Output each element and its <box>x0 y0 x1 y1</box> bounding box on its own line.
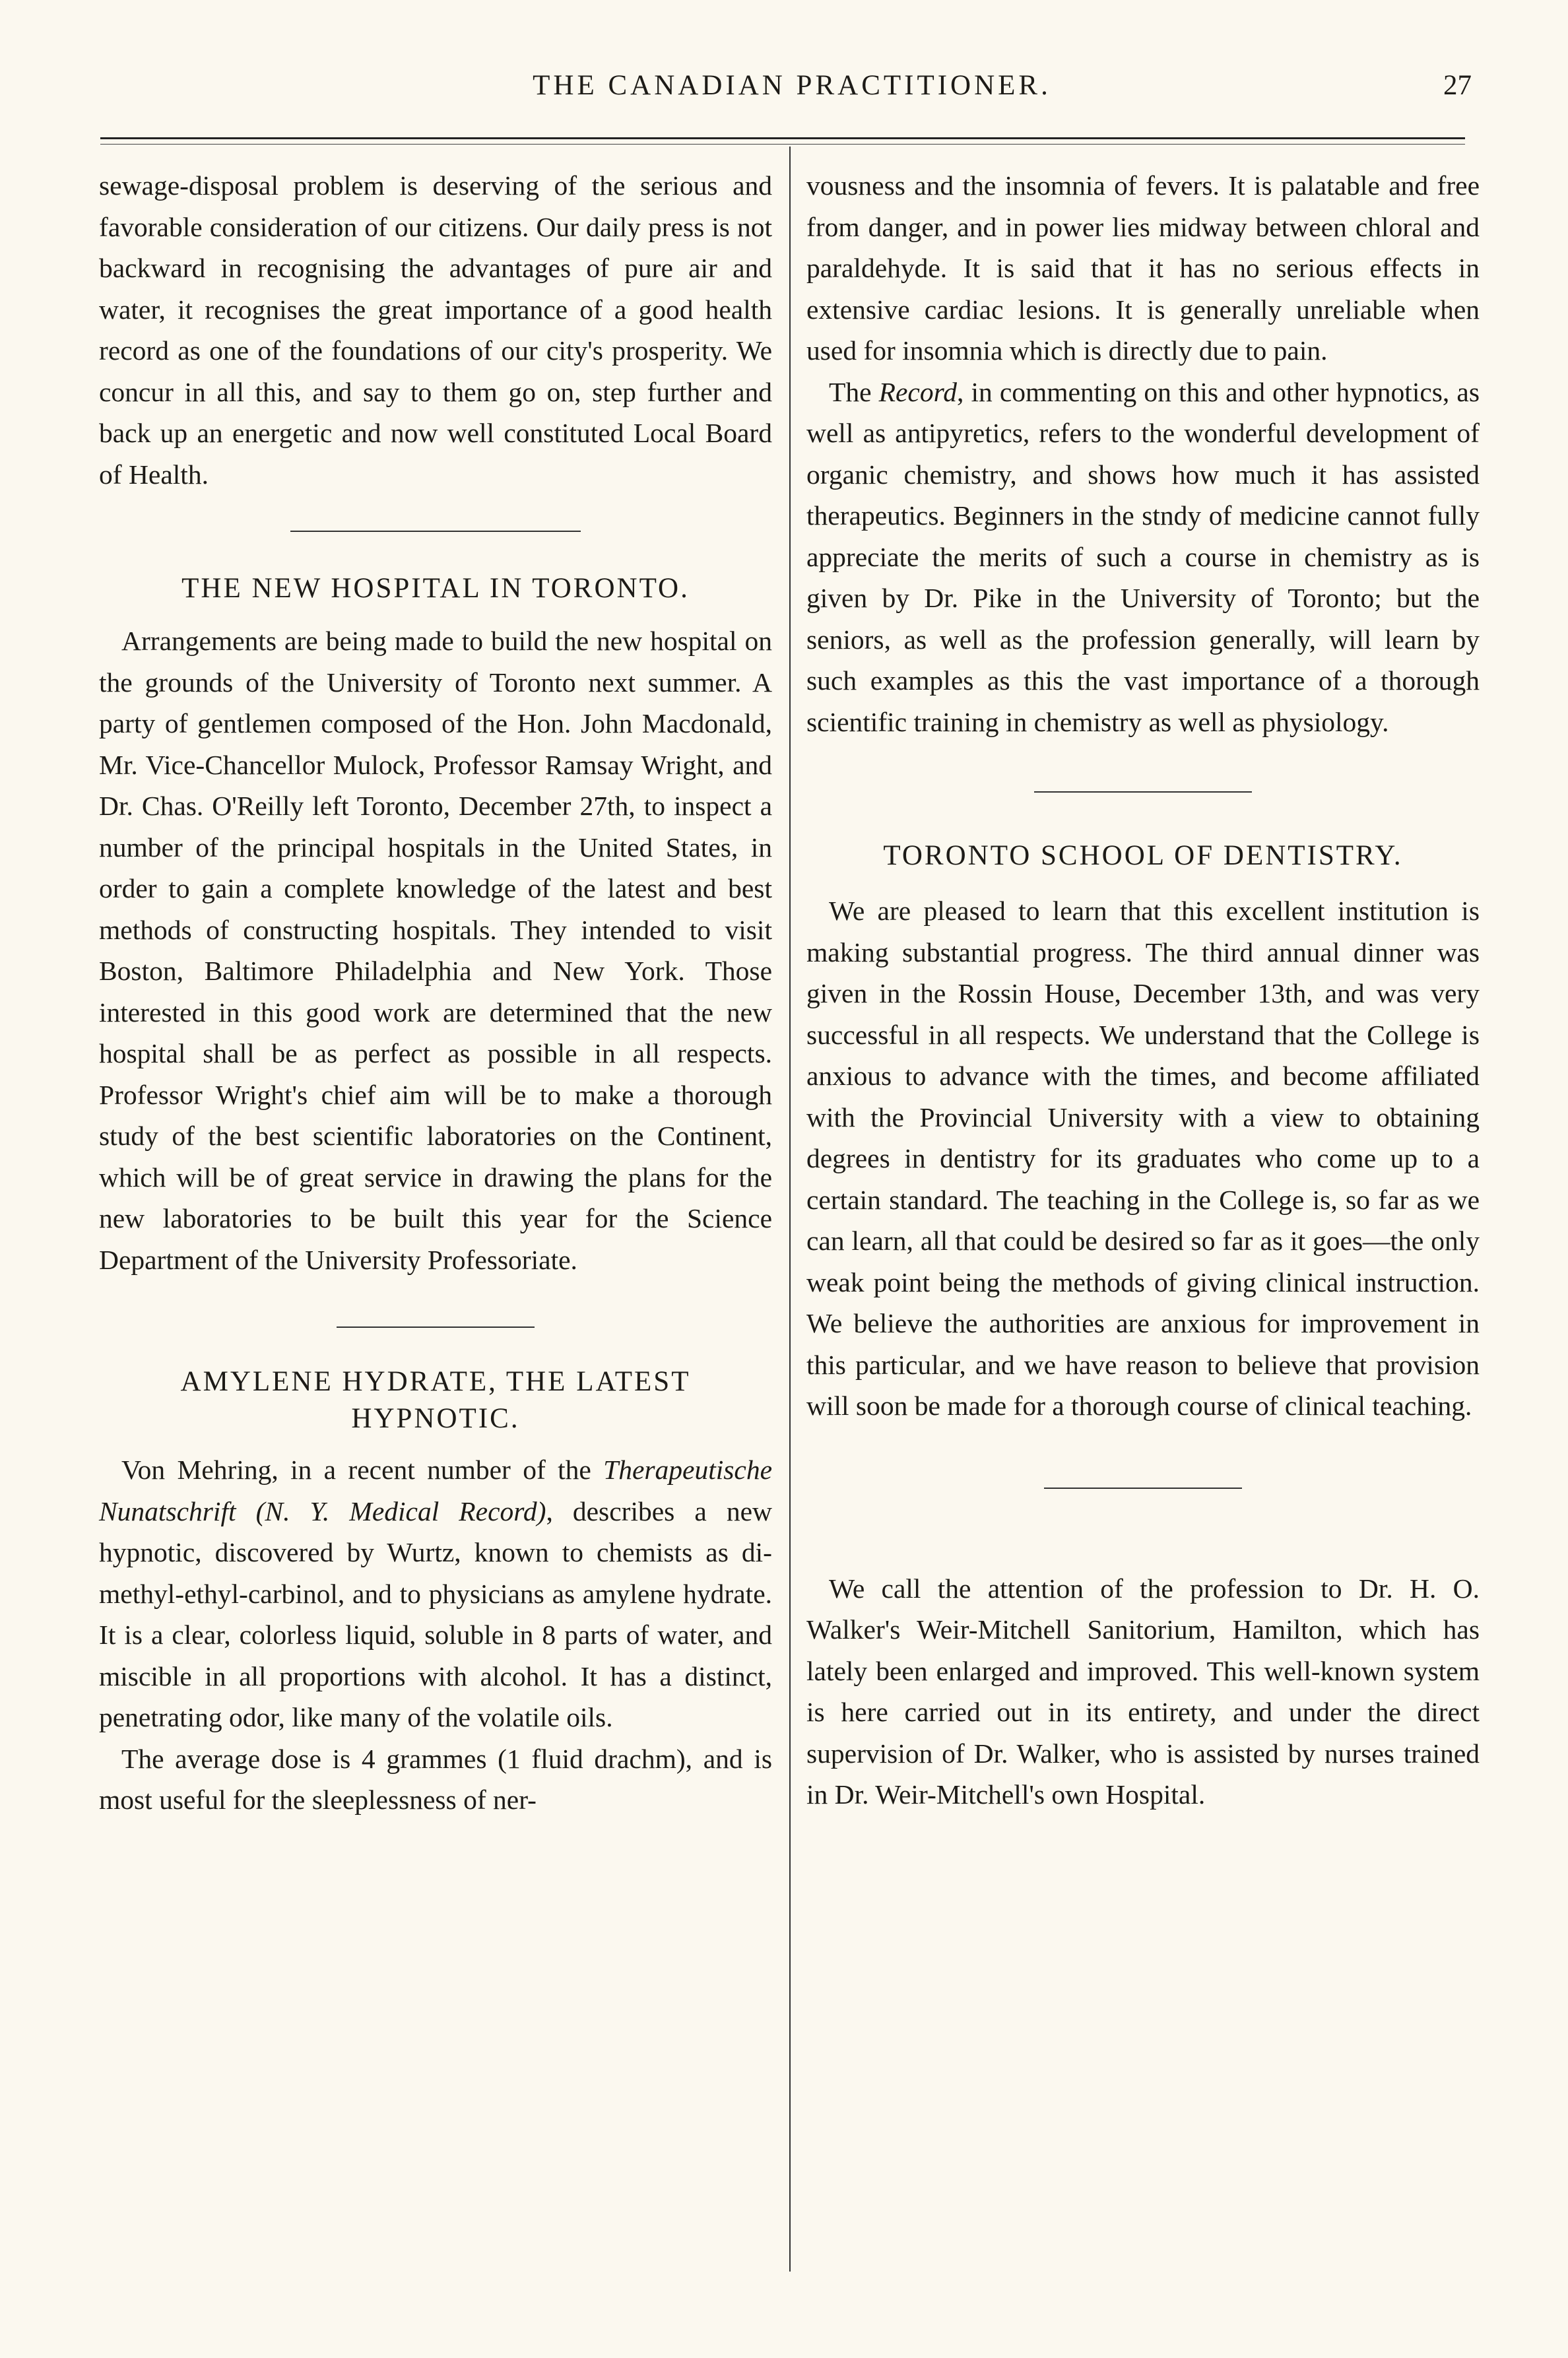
running-header <box>99 66 1485 119</box>
sewage-paragraph: sewage-disposal problem is deserving of the serious and favorable consideration of our citizens. Our daily press is not backward in recognising the advantages of pure air and water, it recognises the great importance of a good health record as one of the foundations of our city's prosperity. We concur in all this, and say to them go on, step further and back up an energetic and now well constituted Local Board of Health. <box>99 170 772 490</box>
section-separator <box>337 1326 535 1328</box>
hospital-heading: THE NEW HOSPITAL IN TORONTO. <box>181 573 690 604</box>
header-rule-thin <box>100 144 1465 145</box>
record-citation: Record <box>878 376 957 407</box>
record-p-lead: The <box>829 376 879 407</box>
section-separator <box>290 531 581 532</box>
amylene-p1-lead: Von Mehring, in a recent number of the <box>121 1455 604 1485</box>
journal-citation: Therapeutische Nunatschrift (N. Y. Medical Record) <box>99 1455 772 1526</box>
column-divider <box>789 147 791 2272</box>
page-number: 27 <box>1443 70 1472 101</box>
section-separator <box>1034 791 1252 793</box>
dentistry-paragraph: We are pleased to learn that this excellent institution is making substantial progress. The third annual dinner was given in the Rossin House, December 13th, and was very successful in all respects. We understand that the College is anxious to advance with the times, and become affiliated with the Provincial University with a view to obtaining degrees in dentistry for its graduates who come up to a certain standard. The teaching in the College is, so far as we can learn, all that could be desired so far as it goes—the only weak point being the methods of giving clinical instruction. We believe the authorities are anxious for improvement in this particular, and we have reason to believe that provision will soon be made for a thorough course of clinical teaching. <box>806 896 1480 1421</box>
right-column <box>806 165 1480 1816</box>
sanitorium-paragraph: We call the attention of the profession to Dr. H. O. Walker's Weir-Mitchell Sanitorium, Hamilton, which has lately been enlarged and improved. This well-known system is here carried out in its entirety, and under the direct supervision of Dr. Walker, who is assisted by nurses trained in Dr. Weir-Mitchell's own Hospital. <box>806 1573 1480 1810</box>
dentistry-heading: TORONTO SCHOOL OF DENTISTRY. <box>883 840 1403 871</box>
hospital-paragraph: Arrangements are being made to build the new hospital on the grounds of the University of Toronto next summer. A party of gentlemen composed of the Hon. John Macdonald, Mr. Vice-Chancellor Mulock, Professor Ramsay Wright, and Dr. Chas. O'Reilly left Toronto, December 27th, to inspect a number of the principal hospitals in the United States, in order to gain a complete knowledge of the latest and best methods of constructing hospitals. They intended to visit Boston, Baltimore Philadelphia and New York. Those interested in this good work are determined that the new hospital shall be as perfect as possible in all respects. Professor Wright's chief aim will be to make a thorough study of the best scientific laboratories on the Continent, which will be of great service in drawing the plans for the new laboratories to be built this year for the Science Department of the University Professoriate. <box>99 626 772 1275</box>
amylene-paragraph-2: The average dose is 4 grammes (1 fluid drachm), and is most useful for the sleeplessness of ner- <box>99 1743 772 1815</box>
amylene-heading: AMYLENE HYDRATE, THE LATEST HYPNOTIC. <box>180 1366 691 1434</box>
amylene-p1-body: , describes a new hypnotic, discovered by Wurtz, known to chemists as di-methyl-ethyl-carbinol, and to physicians as amylene hydrate. It is a clear, colorless liquid, soluble in 8 parts of water, and miscible in all proportions with alcohol. It has a distinct, penetrating odor, like many of the volatile oils. <box>99 1495 773 1732</box>
amylene-continued-paragraph: vousness and the insomnia of fevers. It is palatable and free from danger, and in power lies midway between chloral and paraldehyde. It is said that it has no serious effects in extensive cardiac lesions. It is generally unreliable when used for insomnia which is directly due to pain. <box>806 170 1480 366</box>
amylene-paragraph-1 <box>99 1449 772 1738</box>
header-rule <box>100 137 1465 139</box>
journal-title: THE CANADIAN PRACTITIONER. <box>533 70 1051 101</box>
section-separator <box>1044 1488 1242 1489</box>
record-paragraph <box>806 372 1480 743</box>
record-p-body: , in commenting on this and other hypnotics, as well as antipyretics, refers to the wonderful development of organic chemistry, and shows how much it has assisted therapeutics. Beginners in the stndy of medicine cannot fully appreciate the merits of such a course in chemistry as is given by Dr. Pike in the University of Toronto; but the seniors, as well as the profession generally, will learn by such examples as this the vast importance of a thorough scientific training in chemistry as well as physiology. <box>806 376 1480 737</box>
left-column <box>99 165 772 1821</box>
